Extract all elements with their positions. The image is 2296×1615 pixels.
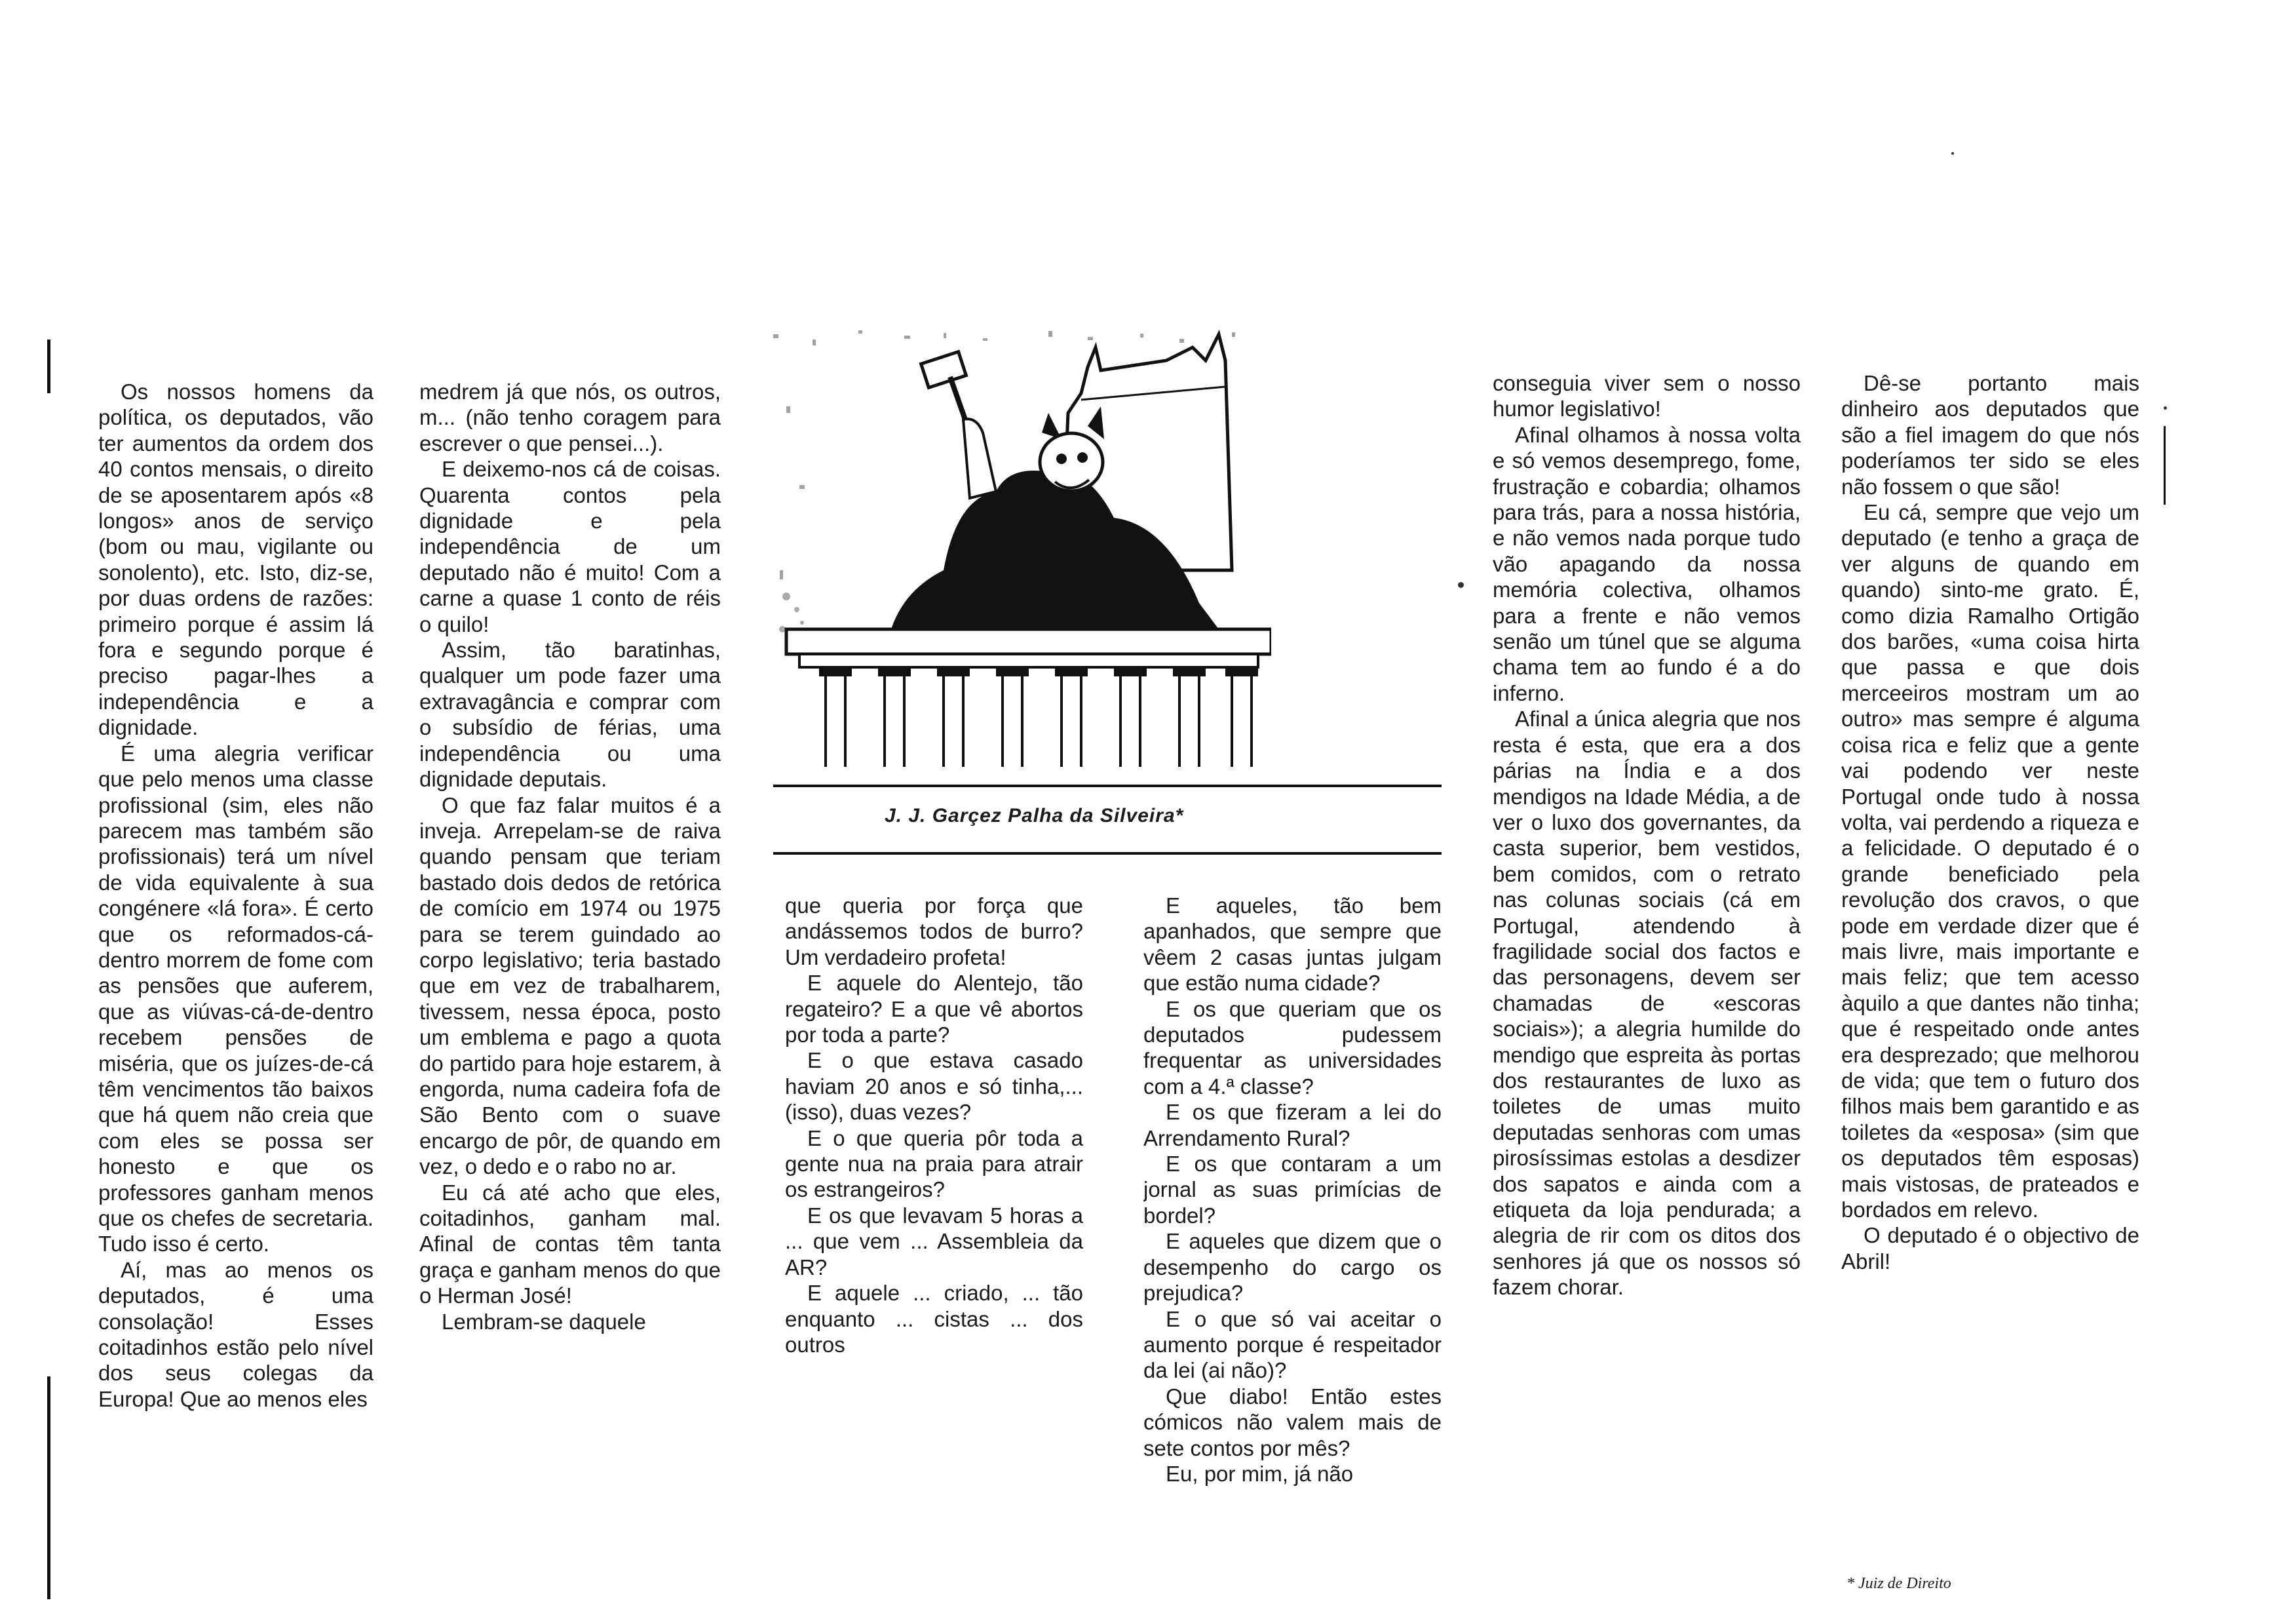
column-5-paragraph: Afinal a única alegria que nos resta é esta, que era a dos párias na Índia e a dos mendigos na Idade Média, a de ver o luxo dos governantes, da casta superior, bem vestidos, bem comidos, com o retrato nas colunas sociais (cá em Portugal, atendendo à fragilidade social dos factos e das personagens, devem ser chamadas de «escoras sociais»); a alegria humilde do mendigo que espreita às portas dos restaurantes de luxo as toiletes de umas muito deputadas senhoras com umas pirosíssimas estolas a desdizer dos sapatos e ainda com a etiqueta da loja pendurada; a alegria de rir com os ditos dos senhores já que os nossos só fazem chorar. [1493, 707, 1801, 1300]
column-4-paragraph: E os que contaram a um jornal as suas primícias de bordel? [1143, 1152, 1442, 1228]
column-3-paragraph: E os que levavam 5 horas a ... que vem ... Assembleia da AR? [785, 1203, 1083, 1279]
margin-bar-left-top [47, 340, 50, 393]
column-3-paragraph: E aquele ... criado, ... tão enquanto ... cistas ... dos outros [785, 1281, 1083, 1357]
judge-cartoon-illustration [773, 321, 1271, 780]
column-4-paragraph: E os que fizeram a lei do Arrendamento Rural? [1143, 1100, 1442, 1150]
column-3-paragraph: que queria por força que andássemos todos de burro? Um verdadeiro profeta! [785, 893, 1083, 969]
author-footnote: * Juiz de Direito [1846, 1575, 1951, 1592]
column-4-paragraph: E aqueles que dizem que o desempenho do cargo os prejudica? [1143, 1229, 1442, 1306]
column-6-paragraph: O deputado é o objectivo de Abril! [1841, 1223, 2139, 1274]
scan-speck [2164, 406, 2167, 410]
article-column-1 [98, 379, 373, 1612]
column-6-paragraph: Dê-se portanto mais dinheiro aos deputados que são a fiel imagem do que nós poderíamos ter sido se eles não fossem o que são! [1841, 371, 2139, 499]
column-2-paragraph: medrem já que nós, os outros, m... (não tenho coragem para escrever o que pensei...). [419, 379, 721, 456]
column-4-paragraph: E o que só vai aceitar o aumento porque é respeitador da lei (ai não)? [1143, 1306, 1442, 1383]
column-1-paragraph: Aí, mas ao menos os deputados, é uma consolação! Esses coitadinhos estão pelo nível dos seus colegas da Europa! Que ao menos eles [98, 1257, 373, 1411]
column-5-paragraph: Afinal olhamos à nossa volta e só vemos desemprego, fome, frustração e cobardia; olhamos para trás, para a nossa história, e não vemos nada porque tudo vão apagando da nossa memória colectiva, olhamos para a frente e não vemos senão um túnel que se alguma chama tem ao fundo é a do inferno. [1493, 422, 1801, 705]
column-5-paragraph: conseguia viver sem o nosso humor legislativo! [1493, 371, 1801, 421]
margin-bar-left-bottom [47, 1376, 50, 1599]
column-3-paragraph: E o que estava casado haviam 20 anos e só tinha,... (isso), duas vezes? [785, 1048, 1083, 1125]
column-3-paragraph: E aquele do Alentejo, tão regateiro? E a que vê abortos por toda a parte? [785, 971, 1083, 1047]
column-2-paragraph: Assim, tão baratinhas, qualquer um pode fazer uma extravagância e comprar com o subsídio de férias, uma independência ou uma dignidade deputais. [419, 638, 721, 792]
column-1-paragraph: Os nossos homens da política, os deputados, vão ter aumentos da ordem dos 40 contos mensais, o direito de se aposentarem após «8 longos» anos de serviço (bom ou mau, vigilante ou sonolento), etc. Isto, diz-se, por duas ordens de razões: primeiro porque é assim lá fora e segundo porque é preciso pagar-lhes a independência e a dignidade. [98, 379, 373, 740]
column-3-paragraph: E o que queria pôr toda a gente nua na praia para atrair os estrangeiros? [785, 1125, 1083, 1202]
column-2-paragraph: O que faz falar muitos é a inveja. Arrepelam-se de raiva quando pensam que teriam bastado dois dedos de retórica de comício em 1974 ou 1975 para se terem guindado ao corpo legislativo; teria bastado que em vez de trabalharem, tivessem, nessa época, posto um emblema e pago a quota do partido para hoje estarem, à engorda, numa cadeira fofa de São Bento com o suave encargo de pôr, de quando em vez, o dedo e o rabo no ar. [419, 792, 721, 1179]
column-6-paragraph: Eu cá, sempre que vejo um deputado (e tenho a graça de ver alguns de quando em quando) sinto-me grato. É, como dizia Ramalho Ortigão dos barões, «uma coisa hirta que passa e que dois merceeiros mostram um ao outro» mas sempre é alguma coisa rica e feliz que a gente vai podendo ver neste Portugal onde tudo à nossa volta, vai perdendo a riqueza e a felicidade. O deputado é o grande beneficiado pela revolução dos cravos, o que pode em verdade dizer que é mais livre, mais importante e mais feliz; que tem acesso àquilo a que dantes não tinha; que é respeitado onde antes era desprezado; que melhorou de vida; que tem o futuro dos filhos mais bem garantido e as toiletes da «esposa» (sim que os deputados têm esposas) mais vistosas, de prateados e bordados em relevo. [1841, 500, 2139, 1222]
article-column-5 [1493, 370, 1801, 1603]
article-column-6 [1841, 370, 2139, 1563]
column-4-paragraph: E aqueles, tão bem apanhados, que sempre que vêem 2 casas juntas julgam que estão numa cidade? [1143, 893, 1442, 996]
column-1-paragraph: É uma alegria verificar que pelo menos uma classe profissional (sim, eles não parecem mas também são profissionais) terá um nível de vida equivalente à sua congénere «lá fora». É certo que os reformados-cá-dentro morrem de fome com as pensões que auferem, que as viúvas-cá-de-dentro recebem pensões de miséria, que os juízes-de-cá têm vencimentos tão baixos que há quem não creia que com eles se possa ser honesto e que os professores ganham menos que os chefes de secretaria. Tudo isso é certo. [98, 741, 373, 1256]
article-column-4 [1143, 893, 1442, 1612]
scan-speck [1458, 582, 1464, 588]
byline-bottom-rule [773, 852, 1442, 855]
column-2-paragraph: E deixemo-nos cá de coisas. Quarenta contos pela dignidade e pela independência de um deputado não é muito! Com a carne a quase 1 conto de réis o quilo! [419, 457, 721, 636]
article-column-3 [785, 893, 1083, 1612]
column-2-paragraph: Lembram-se daquele [442, 1309, 646, 1334]
column-4-paragraph: Que diabo! Então estes cómicos não valem mais de sete contos por mês? [1143, 1384, 1442, 1460]
scan-speck [1951, 152, 1954, 155]
byline-top-rule [773, 785, 1442, 787]
column-4-paragraph: Eu, por mim, já não [1166, 1461, 1354, 1486]
author-byline: J. J. Garçez Palha da Silveira* [885, 805, 1184, 827]
column-4-paragraph: E os que queriam que os deputados pudessem frequentar as universidades com a 4.ª classe? [1143, 996, 1442, 1099]
column-2-paragraph: Eu cá até acho que eles, coitadinhos, ganham mal. Afinal de contas têm tanta graça e ganham menos do que o Herman José! [419, 1180, 721, 1308]
article-column-2 [419, 379, 721, 1612]
margin-bar-right [2164, 426, 2166, 505]
